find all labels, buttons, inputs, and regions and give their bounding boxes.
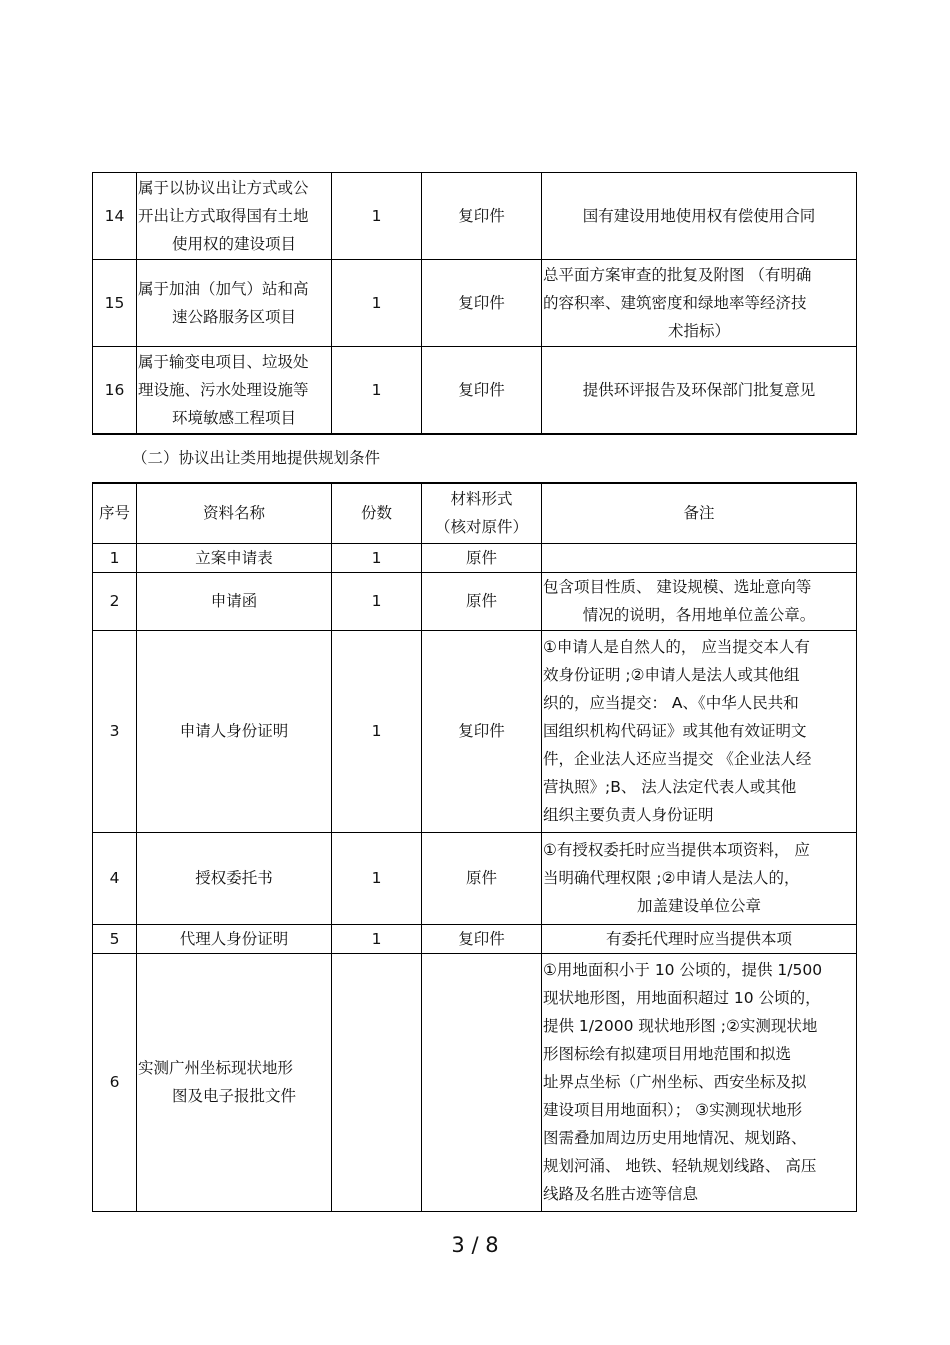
copy-count: 1 bbox=[332, 924, 422, 953]
remark: 提供环评报告及环保部门批复意见 bbox=[542, 347, 857, 434]
header-number: 序号 bbox=[93, 483, 137, 543]
material-form: 复印件 bbox=[422, 260, 542, 347]
header-note: 备注 bbox=[542, 483, 857, 543]
table-row bbox=[93, 543, 857, 572]
material-form: 复印件 bbox=[422, 173, 542, 260]
remark: 包含项目性质、 建设规模、选址意向等 情况的说明，各用地单位盖公章。 bbox=[542, 572, 857, 630]
table-row bbox=[93, 924, 857, 953]
table-row bbox=[93, 260, 857, 347]
row-number: 15 bbox=[93, 260, 137, 347]
table-row bbox=[93, 630, 857, 832]
table-row bbox=[93, 832, 857, 924]
material-form: 复印件 bbox=[422, 630, 542, 832]
remark: 有委托代理时应当提供本项 bbox=[542, 924, 857, 953]
material-name: 属于输变电项目、垃圾处 理设施、污水处理设施等 环境敏感工程项目 bbox=[137, 347, 332, 434]
table-row bbox=[93, 173, 857, 260]
page-number: 3 / 8 bbox=[451, 1233, 499, 1257]
material-form: 原件 bbox=[422, 832, 542, 924]
copy-count: 1 bbox=[332, 832, 422, 924]
material-name: 属于以协议出让方式或公 开出让方式取得国有土地 使用权的建设项目 bbox=[137, 173, 332, 260]
remark bbox=[542, 543, 857, 572]
supplementary-materials-table bbox=[92, 172, 857, 435]
row-number: 16 bbox=[93, 347, 137, 434]
header-row bbox=[93, 483, 857, 543]
copy-count: 1 bbox=[332, 347, 422, 434]
remark: 国有建设用地使用权有偿使用合同 bbox=[542, 173, 857, 260]
copy-count: 1 bbox=[332, 260, 422, 347]
copy-count: 1 bbox=[332, 572, 422, 630]
copy-count bbox=[332, 953, 422, 1211]
row-number: 3 bbox=[93, 630, 137, 832]
material-form: 原件 bbox=[422, 572, 542, 630]
table-row bbox=[93, 572, 857, 630]
copy-count: 1 bbox=[332, 173, 422, 260]
remark: 总平面方案审查的批复及附图 （有明确 的容积率、建筑密度和绿地率等经济技 术指标） bbox=[542, 260, 857, 347]
header-form: 材料形式 （核对原件） bbox=[422, 483, 542, 543]
table-row bbox=[93, 347, 857, 434]
material-name: 属于加油（加气）站和高 速公路服务区项目 bbox=[137, 260, 332, 347]
material-form bbox=[422, 953, 542, 1211]
copy-count: 1 bbox=[332, 630, 422, 832]
row-number: 2 bbox=[93, 572, 137, 630]
remark: ①用地面积小于 10 公顷的，提供 1/500 现状地形图，用地面积超过 10 公顷的， 提供 1/2000 现状地形图 ;②实测现状地 形图标绘有拟建项目用地范围和拟选 址界点坐标（广州坐标、西安坐标及拟 建设项目用地面积）； ③实测现状地形 图需叠加周边历史用地情况、规划路、 规划河涌、 地铁、轻轨规划线路、 高压 线路及名胜古迹等信息 bbox=[542, 953, 857, 1211]
material-name: 立案申请表 bbox=[137, 543, 332, 572]
row-number: 1 bbox=[93, 543, 137, 572]
material-form: 原件 bbox=[422, 543, 542, 572]
material-name: 实测广州坐标现状地形 图及电子报批文件 bbox=[137, 953, 332, 1211]
copy-count: 1 bbox=[332, 543, 422, 572]
material-form: 复印件 bbox=[422, 924, 542, 953]
row-number: 6 bbox=[93, 953, 137, 1211]
section-title: （二）协议出让类用地提供规划条件 bbox=[132, 449, 381, 467]
material-form: 复印件 bbox=[422, 347, 542, 434]
material-name: 授权委托书 bbox=[137, 832, 332, 924]
table-row bbox=[93, 953, 857, 1211]
header-qty: 份数 bbox=[332, 483, 422, 543]
material-name: 申请函 bbox=[137, 572, 332, 630]
row-number: 4 bbox=[93, 832, 137, 924]
header-name: 资料名称 bbox=[137, 483, 332, 543]
material-name: 代理人身份证明 bbox=[137, 924, 332, 953]
planning-conditions-table bbox=[92, 482, 857, 1212]
remark: ①有授权委托时应当提供本项资料， 应 当明确代理权限 ;②申请人是法人的， 加盖建设单位公章 bbox=[542, 832, 857, 924]
material-name: 申请人身份证明 bbox=[137, 630, 332, 832]
row-number: 5 bbox=[93, 924, 137, 953]
row-number: 14 bbox=[93, 173, 137, 260]
remark: ①申请人是自然人的， 应当提交本人有 效身份证明 ;②申请人是法人或其他组 织的，应当提交： A、《中华人民共和 国组织机构代码证》或其他有效证明文 件，企业法人还应当提交 《企业法人经 营执照》;B、 法人法定代表人或其他 组织主要负责人身份证明 bbox=[542, 630, 857, 832]
